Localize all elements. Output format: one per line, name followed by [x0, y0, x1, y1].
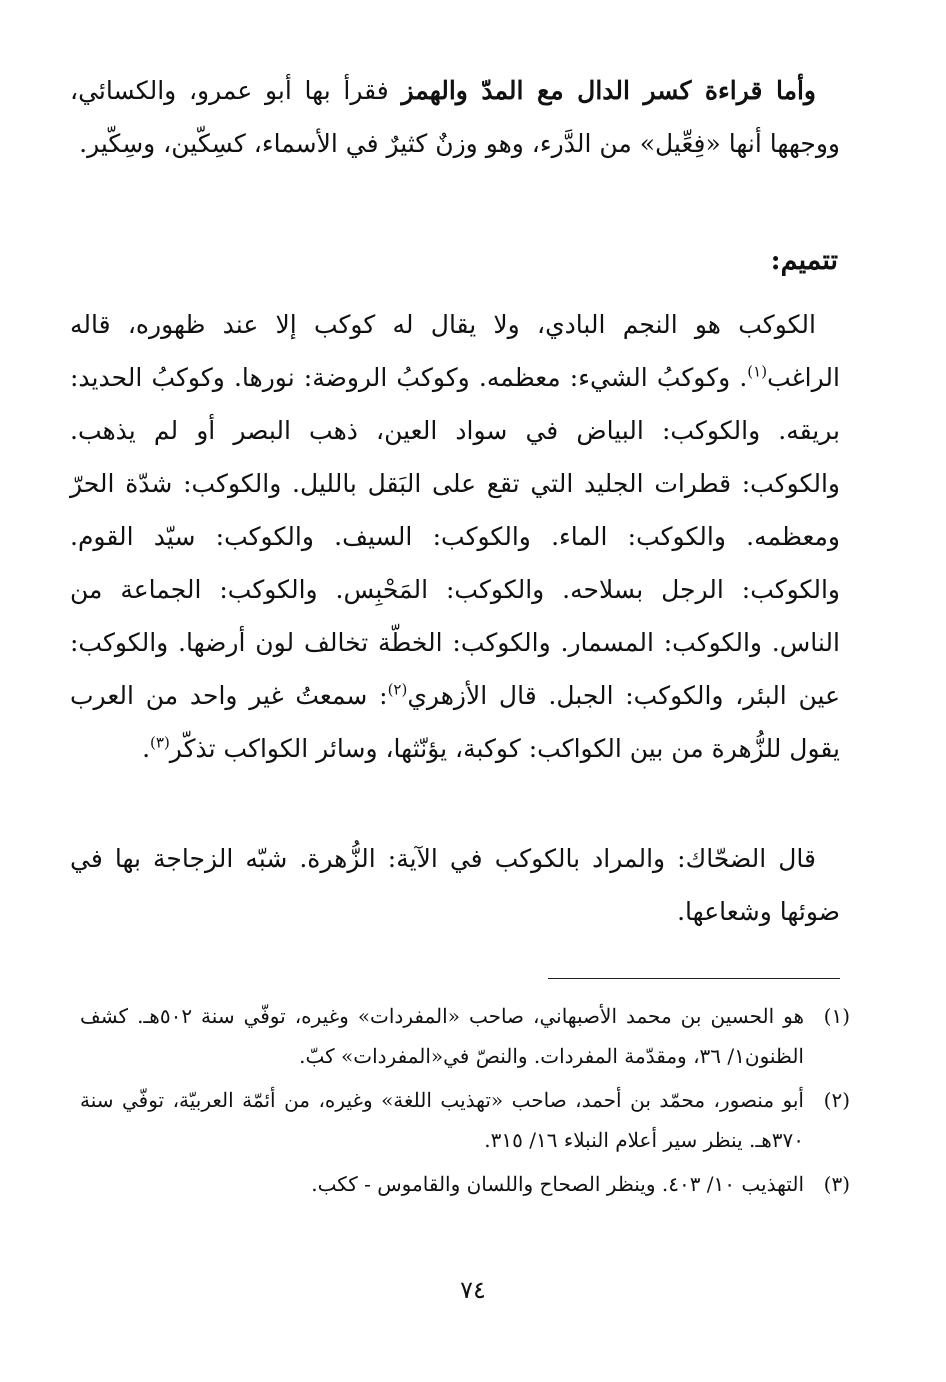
paragraph-text: فقرأ بها أبو عمرو، والكسائي، ووجهها أنها «فِعِّيل» من الدَّرء، وهو وزنٌ كثيرٌ في الأسماء، كسِكّين، وسِكّير. — [70, 76, 840, 158]
paragraph-text: : سمعتُ غير واحد من العرب يقول للزُّهرة من بين الكواكب: كوكبة، يؤنّثها، وسائر الكواكب تذكّر — [70, 681, 840, 763]
footnote-text: التهذيب ١٠/ ٤٠٣. وينظر الصحاح واللسان والقاموس - ككب. — [311, 1172, 804, 1196]
footnote-text: هو الحسين بن محمد الأصبهاني، صاحب «المفردات» وغيره، توفّي سنة ٥٠٢هـ. كشف الظنون١/ ٣٦، ومقدّمة المفردات. والنصّ في«المفردات» كبّ. — [80, 1004, 805, 1068]
paragraph-text: قال الضحّاك: والمراد بالكوكب في الآية: الزُّهرة. شبّه الزجاجة بها في ضوئها وشعاعها. — [70, 844, 840, 926]
paragraph-text: . — [142, 734, 151, 763]
paragraph-text: . وكوكبُ الشيء: معظمه. وكوكبُ الروضة: نورها. وكوكبُ الحديد: بريقه. والكوكب: البياض في سواد العين، ذهب البصر أو لم يذهب. والكوكب: قطرات الجليد التي تقع على البَقل بالليل. والكوكب: شدّة الحرّ ومعظمه. والكوكب: الماء. والكوكب: السيف. والكوكب: سيّد القوم. والكوكب: الرجل بسلاحه. والكوكب: المَحْبِس. والكوكب: الجماعة من الناس. والكوكب: المسمار. والكوكب: الخطّة تخالف لون أرضها. والكوكب: عين البئر، والكوكب: الجبل. قال الأزهري — [70, 363, 840, 710]
paragraph-dahhak — [70, 832, 840, 938]
section-heading: تتميم: — [770, 245, 838, 276]
paragraph-text: الكوكب هو النجم البادي، ولا يقال له كوكب إلا عند ظهوره، قاله الراغب — [70, 310, 840, 392]
footnote-number: (٢) — [823, 1088, 850, 1112]
footnotes — [80, 996, 850, 1208]
footnote-text: أبو منصور، محمّد بن أحمد، صاحب «تهذيب اللغة» وغيره، من أئمّة العربيّة، توفّي سنة ٣٧٠هـ. ينظر سير أعلام النبلاء ١٦/ ٣١٥. — [80, 1088, 804, 1152]
footnote-item — [80, 1080, 850, 1160]
footnote-item — [80, 996, 850, 1076]
footnote-separator — [548, 978, 840, 979]
footnote-ref-3[interactable]: (٣) — [150, 733, 170, 752]
footnote-number: (٣) — [823, 1172, 850, 1196]
paragraph-kawkab-definitions — [70, 298, 840, 775]
page-number: ٧٤ — [460, 1276, 486, 1304]
footnote-item — [80, 1164, 850, 1204]
footnote-ref-1[interactable]: (١) — [747, 362, 768, 381]
footnote-number: (١) — [823, 1004, 850, 1028]
paragraph-reading-variant — [70, 64, 840, 170]
paragraph-lead-bold: وأما قراءة كسر الدال مع المدّ والهمز — [401, 76, 816, 105]
footnote-ref-2[interactable]: (٢) — [387, 680, 408, 699]
